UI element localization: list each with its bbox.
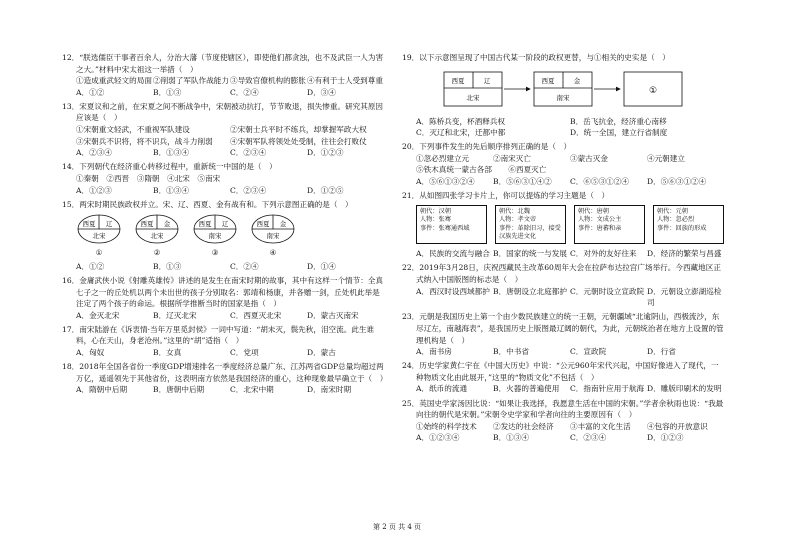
choice-d[interactable]: D．①②③ bbox=[647, 433, 684, 443]
statement: ③丰富的文化生活 bbox=[570, 421, 631, 431]
study-card bbox=[495, 205, 566, 245]
card-dynasty: 朝代：元朝 bbox=[657, 207, 688, 215]
choice-a[interactable]: A．西汉时设西域都护 bbox=[416, 286, 490, 296]
question-21 bbox=[402, 190, 724, 260]
regime-circle-diagram bbox=[134, 213, 180, 259]
question-14-statements: ①秦朝 ②西晋 ③隋朝 ④北宋 ⑤南宋 bbox=[76, 173, 221, 183]
question-15 bbox=[62, 199, 384, 273]
choice-c[interactable]: C．灭辽和北宋，迁都中都 bbox=[416, 128, 506, 138]
bottom-label: 北宋 bbox=[150, 232, 164, 241]
choice-b[interactable]: B．⑤⑥③①④② bbox=[493, 177, 552, 187]
question-17-stem: 17．南宋陆游在《诉衷情·当年万里觅封侯》一词中写道：“胡未灭，鬓先秋，泪空流。此生谁料，心在天山，身老沧州。”这里的“胡”适指（ ） bbox=[62, 324, 375, 346]
statement: ④有利于士人受到尊重 bbox=[307, 76, 383, 86]
bottom-label: 北宋 bbox=[92, 232, 106, 241]
card-dynasty: 朝代：唐朝 bbox=[578, 207, 609, 215]
question-19-choices bbox=[402, 127, 724, 139]
circle-graphic bbox=[192, 213, 238, 247]
choice-c[interactable]: C．指南针应用于航海 bbox=[570, 384, 645, 394]
question-18-stem: 18．2018年全国各省份一季度GDP增速排名一季度经济总量广东、江苏两省GDP总量均超过两万亿，遥遥领先于其他省份，这表明南方依然是我国经济的重心，这种现象最早确立于（ ） bbox=[62, 362, 388, 383]
regime-circle-diagram bbox=[76, 213, 122, 259]
right-column bbox=[402, 52, 724, 446]
choice-d[interactable]: D．蒙古灭南宋 bbox=[307, 310, 359, 320]
top-left-label: 西夏 bbox=[198, 220, 212, 229]
event: ①忽必烈建立元 bbox=[416, 153, 470, 163]
question-22-stem: 22．2019年3月28日，庆祝西藏民主改革60周年大会在拉萨布达拉宫广场举行。今西藏地区正式纳入中国版图的标志是（ ） bbox=[402, 263, 721, 285]
choice-b[interactable]: B．唐朝设立北庭都护 bbox=[493, 286, 567, 296]
card-event: 事件：革除旧习，接受汉族先进文化 bbox=[499, 224, 561, 240]
choice-d[interactable]: D．元朝设立澎湖巡检司 bbox=[647, 286, 722, 308]
statement: ②宋朝士兵平时不练兵，却掌握军政大权 bbox=[230, 125, 367, 135]
question-25-stem: 25．英国史学家汤因比说：“如果让我选择，我愿意生活在中国的宋朝。”学者余秋雨也说：“我最向往的朝代是宋朝。”宋朝令史学家和学者向往的主要原因有（ ） bbox=[402, 398, 724, 420]
choice-c[interactable]: C．西夏灭北宋 bbox=[230, 310, 282, 320]
choice-a[interactable]: A．纸币的流通 bbox=[416, 384, 468, 394]
left-column bbox=[62, 52, 388, 398]
choice-a[interactable]: A．隋朝中后期 bbox=[76, 385, 128, 395]
choice-c[interactable]: C．②④ bbox=[230, 261, 259, 271]
choice-b[interactable]: B．中书省 bbox=[493, 347, 529, 357]
choice-d[interactable]: D．统一全国，建立行省制度 bbox=[570, 128, 668, 138]
study-cards bbox=[402, 205, 724, 245]
box1-top-right: 辽 bbox=[483, 76, 491, 85]
question-16 bbox=[62, 275, 384, 321]
choice-d[interactable]: D．蒙古 bbox=[307, 347, 336, 357]
choice-c[interactable]: C．北宋中期 bbox=[230, 385, 274, 395]
choice-b[interactable]: B．岳飞抗金，经济重心南移 bbox=[570, 116, 667, 126]
statement: ③导致官僚机构的膨胀 bbox=[230, 76, 306, 86]
question-14-choices bbox=[62, 185, 384, 197]
top-right-label: 辽 bbox=[105, 220, 113, 229]
choice-b[interactable]: B．①③④ bbox=[153, 148, 189, 158]
question-16-stem: 16．金庸武侠小说《射雕英雄传》讲述的是发生在南宋时期的故事，其中有这样一个情节：全真七子之一的丘处机以两个未出世的孩子分别取名：郭靖和杨康，并各赠一剑，丘处机此举是注定了两个孩子的命运。根据所学推断当时的国家是指（ ） bbox=[62, 275, 384, 309]
choice-b[interactable]: B．①③ bbox=[153, 261, 182, 271]
question-13-statements bbox=[62, 124, 384, 136]
question-23-choices bbox=[402, 346, 724, 358]
statement: ④宋朝军队将领处处受制，往往会打败仗 bbox=[230, 136, 367, 146]
choice-a[interactable]: A．民族的交流与融合 bbox=[416, 249, 490, 259]
choice-d[interactable]: D．⑤⑥③①②④ bbox=[647, 177, 707, 187]
bottom-label: 南宋 bbox=[208, 232, 222, 241]
diagram-number: ④ bbox=[269, 248, 277, 258]
top-left-label: 西夏 bbox=[140, 220, 154, 229]
question-15-stem: 15．两宋时期民族政权并立。宋、辽、西夏、金有战有和。下列示意图正确的是（ ） bbox=[62, 199, 353, 209]
choice-d[interactable]: D．行省 bbox=[647, 347, 676, 357]
box2-top-left: 西夏 bbox=[541, 76, 555, 85]
succession-graphic bbox=[416, 66, 716, 112]
question-18-choices bbox=[62, 384, 384, 396]
choice-a[interactable]: A．金灭北宋 bbox=[76, 310, 120, 320]
question-14-stem: 14．下列朝代在经济重心转移过程中，重新统一中国的是（ ） bbox=[62, 162, 277, 172]
circle-graphic bbox=[76, 213, 122, 247]
box3-label: ① bbox=[648, 85, 658, 96]
choice-d[interactable]: D．①②③ bbox=[307, 148, 344, 158]
choice-b[interactable]: B．①③ bbox=[153, 87, 182, 97]
diagram-number: ③ bbox=[211, 248, 219, 258]
statement: ③宋朝兵不识将，将不识兵，战斗力削弱 bbox=[76, 136, 213, 146]
question-24-choices bbox=[402, 383, 724, 395]
choice-c[interactable]: C．②③④ bbox=[230, 148, 267, 158]
choice-c[interactable]: C．②③④ bbox=[570, 433, 607, 443]
question-13-statements bbox=[62, 136, 384, 148]
choice-a[interactable]: A．①②③ bbox=[76, 185, 112, 195]
top-right-label: 金 bbox=[163, 220, 171, 229]
statement: ①造成重武轻文的局面 bbox=[76, 76, 152, 86]
choice-b[interactable]: B．唐朝中后期 bbox=[153, 385, 205, 395]
statement: ④包容的开放意识 bbox=[647, 421, 708, 431]
choice-b[interactable]: B．①③④ bbox=[493, 433, 529, 443]
question-23 bbox=[402, 311, 724, 357]
regime-succession-diagram bbox=[416, 66, 724, 112]
statement: ①宋朝重文轻武，不重视军队建设 bbox=[76, 125, 190, 135]
statement: ②发达的社会经济 bbox=[493, 421, 554, 431]
question-20 bbox=[402, 141, 724, 187]
event: ⑥西夏灭亡 bbox=[508, 165, 547, 175]
question-12-statements bbox=[62, 75, 384, 87]
question-20-events bbox=[402, 153, 724, 165]
event: ②南宋灭亡 bbox=[493, 153, 531, 163]
card-dynasty: 朝代：汉朝 bbox=[420, 207, 451, 215]
event: ④元朝建立 bbox=[647, 153, 685, 163]
statement: ①始终的科学技术 bbox=[416, 421, 477, 431]
diagram-number: ① bbox=[95, 248, 103, 258]
question-25-choices bbox=[402, 432, 724, 444]
choice-d[interactable]: D．③④ bbox=[307, 87, 336, 97]
choice-d[interactable]: D．经济的繁荣与昌盛 bbox=[647, 249, 722, 259]
choice-c[interactable]: C．党项 bbox=[230, 347, 259, 357]
choice-a[interactable]: A．②③④ bbox=[76, 148, 112, 158]
card-person: 人物：孝文帝 bbox=[499, 216, 537, 224]
question-19-stem: 19．以下示意图呈现了中国古代某一阶段的政权更替，与①相关的史实是（ ） bbox=[402, 53, 670, 62]
choice-c[interactable]: C．宣政院 bbox=[570, 347, 607, 357]
question-17 bbox=[62, 324, 384, 359]
choice-c[interactable]: C．②③④ bbox=[230, 185, 267, 195]
question-18 bbox=[62, 361, 388, 396]
card-person: 人物：忽必烈 bbox=[657, 216, 695, 224]
question-25-statements bbox=[402, 421, 724, 433]
question-19 bbox=[402, 52, 724, 139]
box2-top-right: 金 bbox=[573, 76, 581, 85]
choice-d[interactable]: D．雕版印刷术的发明 bbox=[647, 384, 722, 394]
choice-c[interactable]: C．元朝时设立宣政院 bbox=[570, 286, 645, 296]
top-right-label: 金 bbox=[279, 220, 287, 229]
choice-d[interactable]: D．①④ bbox=[307, 261, 336, 271]
card-event: 事件：张骞通西域 bbox=[420, 224, 470, 232]
question-12 bbox=[62, 52, 384, 98]
card-person: 人物：张骞 bbox=[420, 216, 451, 224]
choice-c[interactable]: C．对外的友好往来 bbox=[570, 249, 637, 259]
question-16-choices bbox=[62, 310, 384, 322]
top-left-label: 西夏 bbox=[256, 220, 270, 229]
choice-c[interactable]: C．②④ bbox=[230, 87, 259, 97]
question-17-choices bbox=[62, 347, 384, 359]
choice-c[interactable]: C．⑥⑤③①②④ bbox=[570, 177, 629, 187]
choice-a[interactable]: A．①② bbox=[76, 87, 105, 97]
card-dynasty: 朝代：北魏 bbox=[499, 207, 530, 215]
box1-bottom: 北宋 bbox=[466, 93, 480, 102]
question-23-stem: 23．元朝是我国历史上第一个由少数民族建立的统一王朝，元朝疆域“北逾阴山，西极流沙，东尽辽左，南越海表”，是我国历史上版图最辽阔的朝代，为此，元朝统治者在地方上设置的管理机构是（ ） bbox=[402, 312, 724, 345]
event: ⑤铁木真统一蒙古各部 bbox=[416, 165, 492, 175]
choice-b[interactable]: B．国家的统一与发展 bbox=[493, 249, 567, 259]
question-12-choices bbox=[62, 87, 384, 99]
choice-b[interactable]: B．女真 bbox=[153, 347, 182, 357]
question-15-diagrams bbox=[62, 213, 384, 259]
regime-circle-diagram bbox=[250, 213, 296, 259]
diagram-number: ② bbox=[153, 248, 161, 258]
circle-graphic bbox=[250, 213, 296, 247]
question-19-choices bbox=[402, 116, 724, 128]
question-13-choices bbox=[62, 147, 384, 159]
question-20-events bbox=[402, 164, 724, 176]
question-14 bbox=[62, 161, 384, 196]
question-15-choices bbox=[62, 261, 384, 273]
box1-top-left: 西夏 bbox=[451, 76, 465, 85]
regime-circle-diagram bbox=[192, 213, 238, 259]
choice-a[interactable]: A．①②③④ bbox=[416, 433, 460, 443]
choice-a[interactable]: A．⑤⑥①③②④ bbox=[416, 177, 475, 187]
choice-b[interactable]: B．辽灭北宋 bbox=[153, 310, 197, 320]
choice-d[interactable]: D．①②⑤ bbox=[307, 185, 344, 195]
bottom-label: 南宋 bbox=[266, 232, 280, 241]
card-person: 人物：文成公主 bbox=[578, 216, 622, 224]
card-event: 事件：唐蕃和亲 bbox=[578, 224, 622, 232]
statement: ②削弱了军队作战能力 bbox=[153, 76, 229, 86]
choice-a[interactable]: A．陈桥兵变，杯酒释兵权 bbox=[416, 116, 506, 126]
choice-a[interactable]: A．南书房 bbox=[416, 347, 452, 357]
study-card bbox=[653, 205, 724, 245]
question-22-choices bbox=[402, 286, 724, 309]
question-24 bbox=[402, 360, 724, 395]
question-21-stem: 21．从如图四张学习卡片上，你可以提炼的学习主题是（ ） bbox=[402, 191, 610, 201]
top-right-label: 辽 bbox=[221, 220, 229, 229]
question-13-stem: 13．宋夏议和之前，在宋夏之间不断战争中，宋朝被动抗打，节节败退，损失惨重。研究其原因应该是（ ） bbox=[62, 101, 384, 123]
choice-b[interactable]: B．①③④ bbox=[153, 185, 189, 195]
question-22 bbox=[402, 262, 724, 308]
study-card bbox=[416, 205, 487, 245]
top-left-label: 西夏 bbox=[82, 220, 96, 229]
event: ③蒙古灭金 bbox=[570, 153, 608, 163]
question-20-choices bbox=[402, 176, 724, 188]
question-13 bbox=[62, 101, 384, 159]
choice-d[interactable]: D．南宋时期 bbox=[307, 385, 352, 395]
question-12-stem: 12．“朕选儒臣干事者百余人，分治大藩（节度使辖区），即使他们都贪浊，也不及武臣一人为害之大。”材料中宋太祖这一举措（ ） bbox=[62, 53, 384, 74]
question-24-stem: 24．历史学家黄仁宇在《中国大历史》中说：“公元960年宋代兴起，中国好像进入了现代，一种物质文化由此展开，”这里的“物质文化”不包括（ ） bbox=[402, 361, 719, 382]
card-event: 事件：回族的形成 bbox=[657, 224, 707, 232]
question-21-choices bbox=[402, 248, 724, 260]
choice-a[interactable]: A．匈奴 bbox=[76, 347, 105, 357]
page-footer: 第 2 页 共 4 页 bbox=[372, 523, 422, 531]
question-25 bbox=[402, 398, 724, 444]
circle-graphic bbox=[134, 213, 180, 247]
choice-b[interactable]: B．火器的普遍使用 bbox=[493, 384, 560, 394]
study-card bbox=[574, 205, 645, 245]
question-20-stem: 20．下列事件发生的先后顺序排列正确的是（ ） bbox=[402, 142, 572, 152]
choice-a[interactable]: A．①② bbox=[76, 261, 105, 271]
box2-bottom: 南宋 bbox=[556, 93, 570, 102]
